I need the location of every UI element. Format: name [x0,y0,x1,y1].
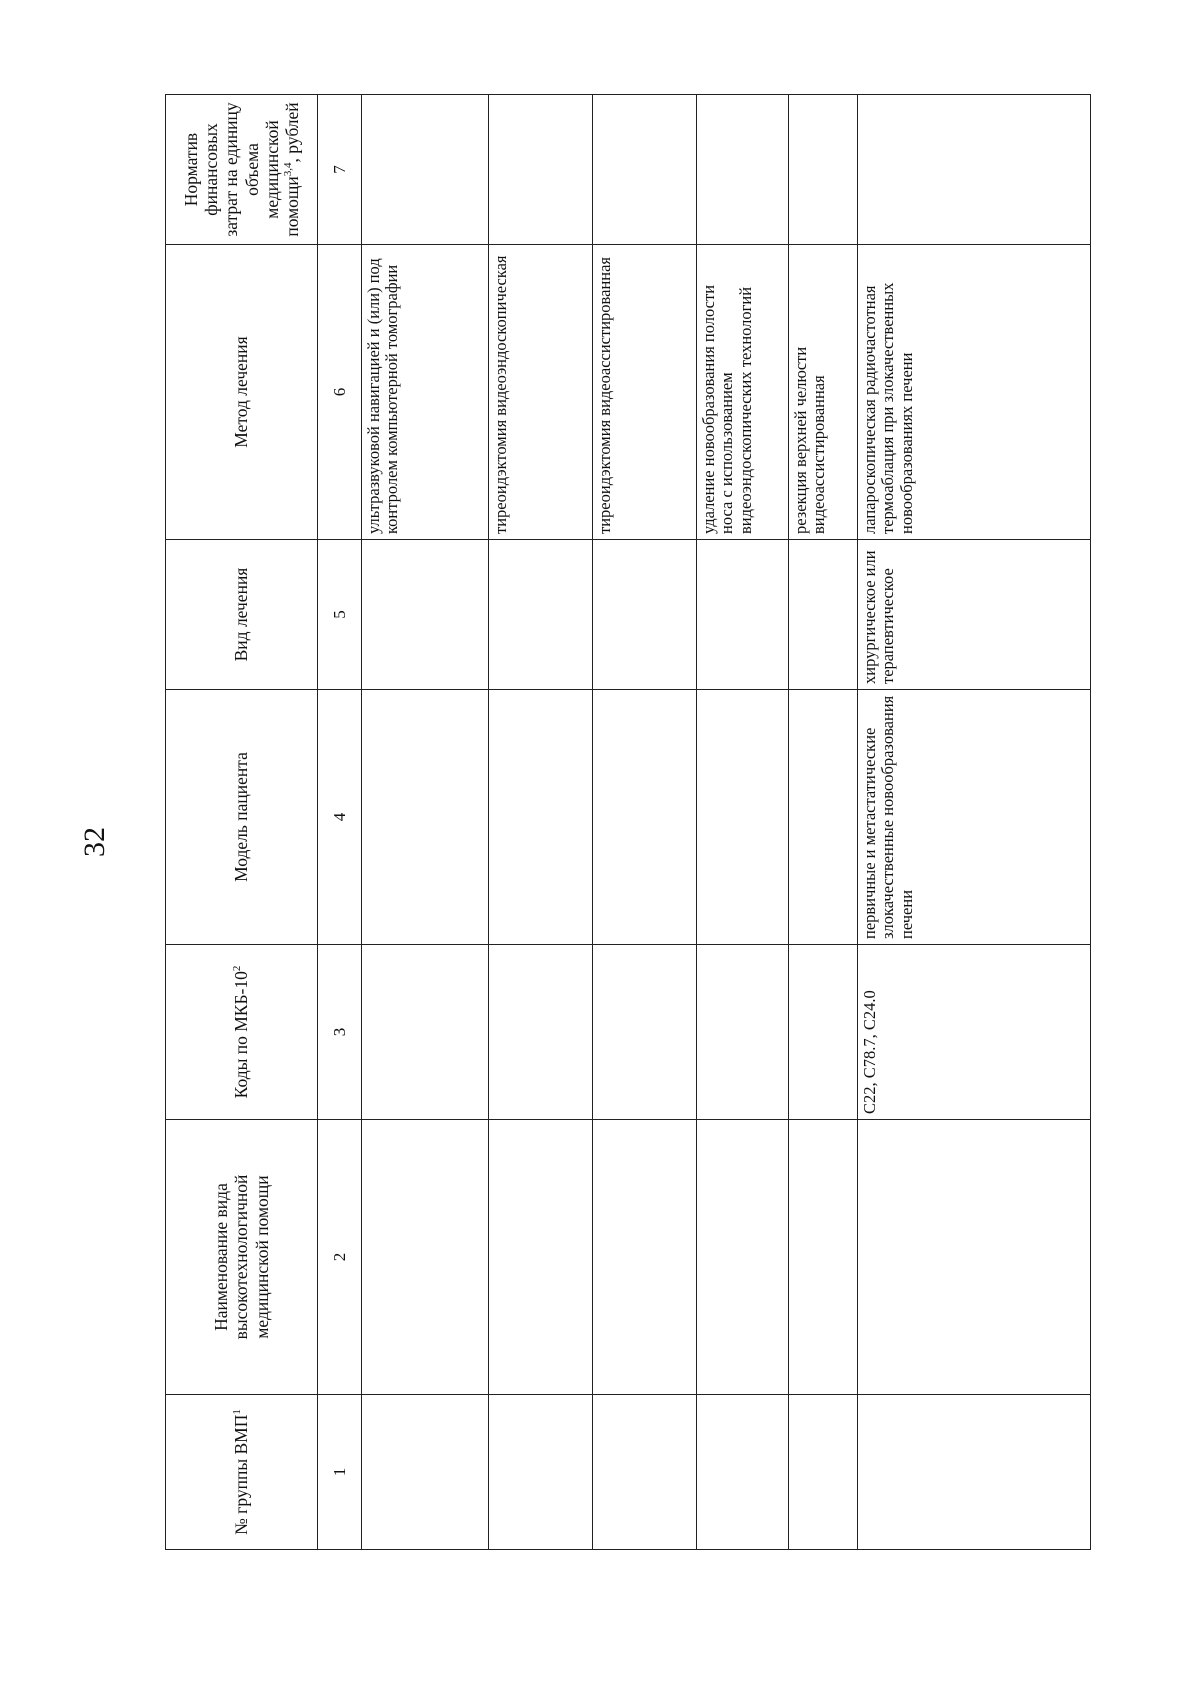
table-row [697,95,789,1550]
table-cell [858,95,1091,245]
table-cell [697,95,789,245]
vmp-table [165,94,1091,1550]
table-cell [362,95,489,245]
table-cell [697,1395,789,1550]
table-cell [593,1395,697,1550]
table-cell [858,1395,1091,1550]
header-patient-model: Модель пациента [166,690,318,945]
rotated-table-container [165,95,1090,1550]
table-row [858,95,1091,1550]
table-cell [489,1395,593,1550]
table-cell [362,1395,489,1550]
table-cell [593,540,697,690]
table-cell [593,95,697,245]
table-cell [593,690,697,945]
table-cell [858,1120,1091,1395]
column-number: 6 [318,245,362,540]
table-cell [789,1395,858,1550]
table-cell [789,95,858,245]
table-cell [697,945,789,1120]
table-row [789,95,858,1550]
table-cell [489,945,593,1120]
header-treatment-type: Вид лечения [166,540,318,690]
table-row [489,95,593,1550]
page-number: 32 [78,827,111,857]
header-treatment-method: Метод лечения [166,245,318,540]
table-cell [362,540,489,690]
table-cell: C22, C78.7, C24.0 [858,945,1091,1120]
table-cell: лапароскопическая радиочастотная термоаблация при злокачественных новообразованиях печени [858,245,1091,540]
table-cell: хирургическое или терапевтическое [858,540,1091,690]
column-number: 5 [318,540,362,690]
table-cell [697,1120,789,1395]
table-cell: ультразвуковой навигацией и (или) под контролем компьютерной томографии [362,245,489,540]
table-cell [489,1120,593,1395]
header-icd-codes: Коды по МКБ-$10^2$ [166,945,318,1120]
table-cell [697,540,789,690]
column-number: 2 [318,1120,362,1395]
table-cell [489,540,593,690]
column-number: 1 [318,1395,362,1550]
table-cell [789,945,858,1120]
table-cell: тиреоидэктомия видеоэндоскопическая [489,245,593,540]
table-cell: первичные и метастатические злокачественные новообразования печени [858,690,1091,945]
table-cell [697,690,789,945]
table-cell [489,95,593,245]
header-group-number: № группы ВМП$^1$ [166,1395,318,1550]
column-number-row [318,95,362,1550]
table-cell: резекция верхней челюсти видеоассистированная [789,245,858,540]
table-cell: удаление новообразования полости носа с использованием видеоэндоскопических технологий [697,245,789,540]
table-row [362,95,489,1550]
table-cell [489,690,593,945]
column-number: 3 [318,945,362,1120]
table-cell [362,945,489,1120]
table-cell [362,1120,489,1395]
header-vmp-name: Наименование вида высокотехнологичной медицинской помощи [166,1120,318,1395]
header-row [166,95,318,1550]
table-cell [789,690,858,945]
table-cell [789,540,858,690]
table-row [593,95,697,1550]
table-cell [362,690,489,945]
column-number: 4 [318,690,362,945]
table-cell [593,945,697,1120]
table-frame [165,95,1090,1550]
column-number: 7 [318,95,362,245]
table-cell: тиреоидэктомия видеоассистированная [593,245,697,540]
table-cell [789,1120,858,1395]
table-cell [593,1120,697,1395]
header-cost-norm: Норматив финансовых затрат на единицу объема медицинской помощи$^{3,4}$, рублей [166,95,318,245]
